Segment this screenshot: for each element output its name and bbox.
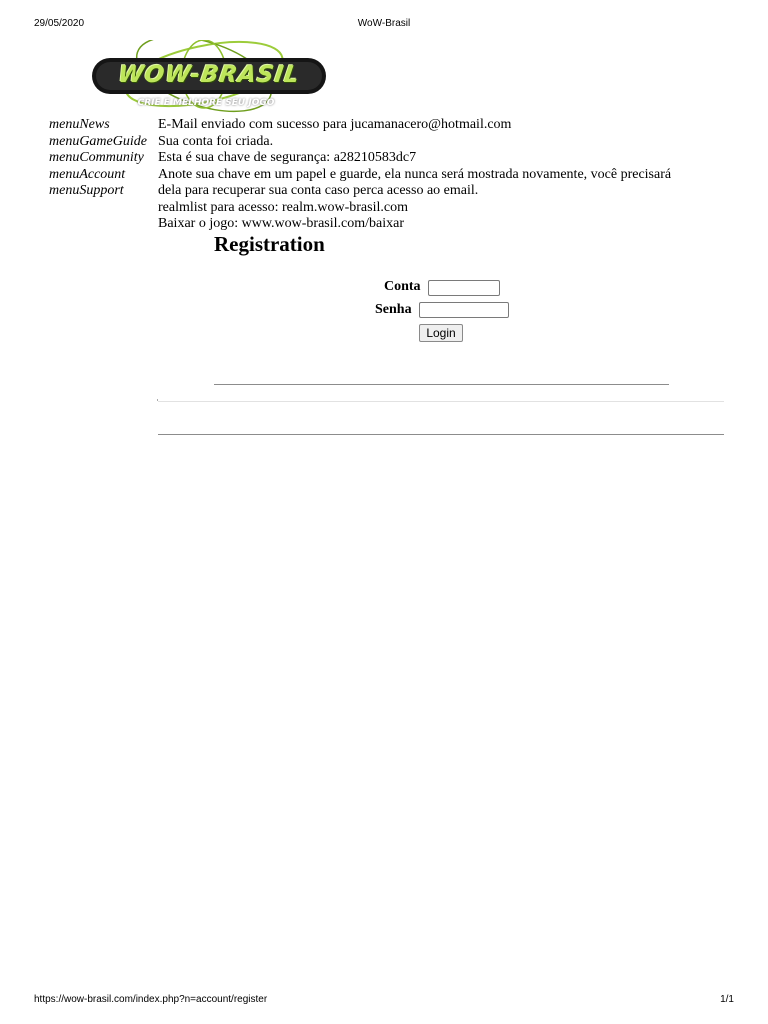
print-page-number: 1/1 (720, 994, 734, 1005)
menu-news-link[interactable]: menuNews (49, 117, 110, 132)
password-input[interactable] (419, 302, 509, 318)
registration-messages (158, 117, 678, 233)
logo-tagline: CRIE E MELHORE SEU JOGO (137, 98, 275, 108)
menu-community-link[interactable]: menuCommunity (49, 150, 144, 165)
security-key-note: Anote sua chave em um papel e guarde, ela nunca será mostrada novamente, você precisará dela para recuperar sua conta caso perca acesso ao email. (158, 166, 672, 198)
account-created-message: Sua conta foi criada. (158, 133, 274, 149)
side-menu (49, 117, 147, 200)
menu-game-guide-link[interactable]: menuGameGuide (49, 133, 147, 149)
print-url: https://wow-brasil.com/index.php?n=account/register (34, 994, 268, 1005)
password-label: Senha (375, 302, 412, 317)
print-date: 29/05/2020 (34, 18, 85, 29)
login-button[interactable]: Login (419, 324, 463, 342)
download-message: Baixar o jogo: www.wow-brasil.com/baixar (158, 216, 404, 231)
print-page-title: WoW-Brasil (357, 18, 411, 29)
menu-account-link[interactable]: menuAccount (49, 166, 126, 182)
content-divider (158, 434, 724, 435)
realmlist-message: realmlist para acesso: realm.wow-brasil.com (158, 199, 408, 215)
menu-support-link[interactable]: menuSupport (49, 183, 124, 198)
content-divider-light (158, 401, 724, 402)
email-sent-message: E-Mail enviado com sucesso para jucamanacero@hotmail.com (158, 117, 512, 132)
account-input[interactable] (428, 280, 500, 296)
registration-title: Registration (214, 232, 325, 256)
logo-wordmark: WOW-BRASIL (116, 62, 302, 88)
account-label: Conta (384, 279, 421, 294)
security-key-message: Esta é sua chave de segurança: a28210583dc7 (158, 150, 417, 165)
form-divider (214, 384, 669, 385)
wow-brasil-logo[interactable] (86, 40, 332, 114)
